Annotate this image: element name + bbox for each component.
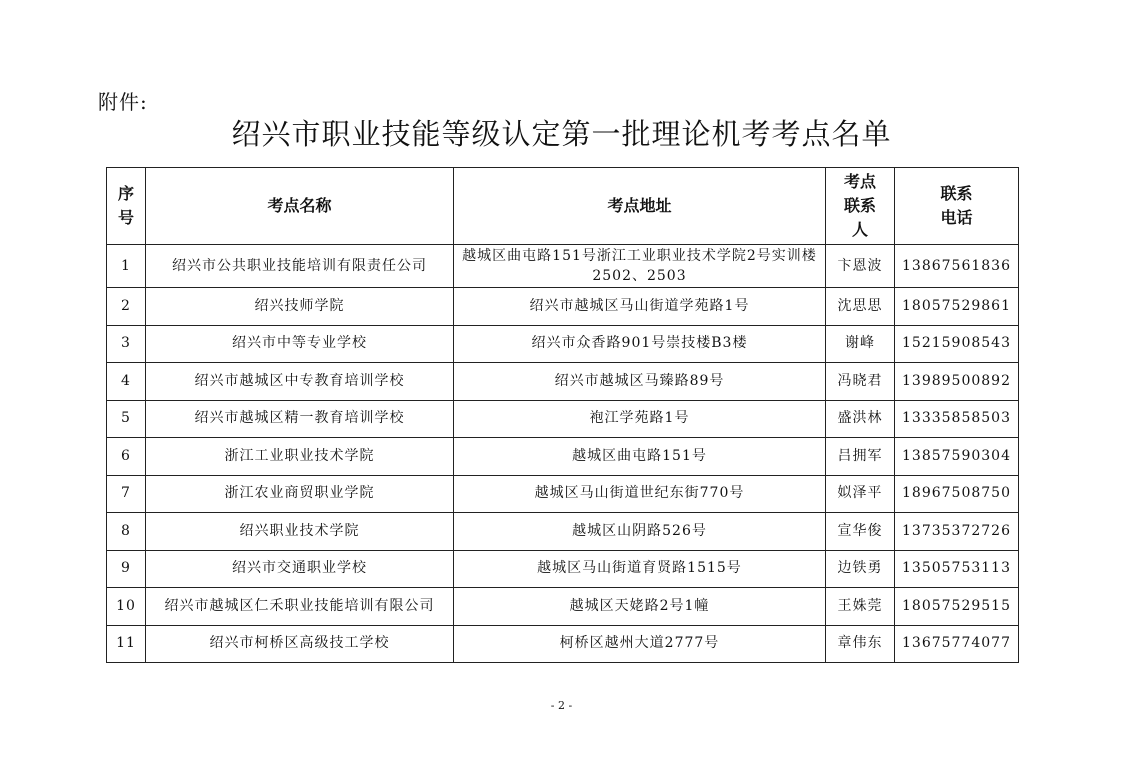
cell-phone: 13867561836 xyxy=(895,245,1019,288)
cell-address: 越城区曲屯路151号 xyxy=(454,438,826,476)
cell-phone: 13335858503 xyxy=(895,400,1019,438)
cell-contact: 吕拥军 xyxy=(826,438,895,476)
cell-index: 8 xyxy=(107,513,146,551)
table-header-row xyxy=(107,168,1019,245)
header-index xyxy=(107,168,146,245)
cell-address: 绍兴市越城区马山街道学苑路1号 xyxy=(454,288,826,326)
header-phone-text: 联系 电话 xyxy=(940,184,973,227)
header-address xyxy=(454,168,826,245)
table-row xyxy=(107,513,1019,551)
cell-address: 袍江学苑路1号 xyxy=(454,400,826,438)
cell-contact: 王姝莞 xyxy=(826,588,895,626)
table-row xyxy=(107,400,1019,438)
cell-address: 越城区马山街道育贤路1515号 xyxy=(454,550,826,588)
attachment-label: 附件: xyxy=(98,90,148,114)
cell-address: 越城区山阴路526号 xyxy=(454,513,826,551)
cell-name: 浙江工业职业技术学院 xyxy=(146,438,454,476)
cell-name: 浙江农业商贸职业学院 xyxy=(146,475,454,513)
cell-address: 越城区马山街道世纪东街770号 xyxy=(454,475,826,513)
cell-phone: 18057529515 xyxy=(895,588,1019,626)
cell-name: 绍兴市中等专业学校 xyxy=(146,325,454,363)
cell-name: 绍兴市越城区精一教育培训学校 xyxy=(146,400,454,438)
cell-contact: 边铁勇 xyxy=(826,550,895,588)
cell-name: 绍兴职业技术学院 xyxy=(146,513,454,551)
cell-index: 4 xyxy=(107,363,146,401)
header-name-text: 考点名称 xyxy=(267,196,332,215)
cell-name: 绍兴市越城区仁禾职业技能培训有限公司 xyxy=(146,588,454,626)
header-index-text: 序 号 xyxy=(117,184,134,227)
cell-index: 6 xyxy=(107,438,146,476)
table-row xyxy=(107,588,1019,626)
cell-contact: 冯晓君 xyxy=(826,363,895,401)
header-address-text: 考点地址 xyxy=(607,196,672,215)
cell-name: 绍兴市柯桥区高级技工学校 xyxy=(146,625,454,663)
cell-phone: 13989500892 xyxy=(895,363,1019,401)
cell-index: 7 xyxy=(107,475,146,513)
cell-contact: 姒泽平 xyxy=(826,475,895,513)
table-row xyxy=(107,438,1019,476)
cell-phone: 13505753113 xyxy=(895,550,1019,588)
cell-index: 5 xyxy=(107,400,146,438)
cell-address: 柯桥区越州大道2777号 xyxy=(454,625,826,663)
header-contact-text: 考点 联系 人 xyxy=(843,172,876,239)
header-phone xyxy=(895,168,1019,245)
cell-index: 3 xyxy=(107,325,146,363)
cell-phone: 18057529861 xyxy=(895,288,1019,326)
cell-address: 越城区天姥路2号1幢 xyxy=(454,588,826,626)
cell-contact: 卞恩波 xyxy=(826,245,895,288)
cell-phone: 15215908543 xyxy=(895,325,1019,363)
table-row xyxy=(107,363,1019,401)
table-row xyxy=(107,475,1019,513)
cell-name: 绍兴技师学院 xyxy=(146,288,454,326)
cell-name: 绍兴市越城区中专教育培训学校 xyxy=(146,363,454,401)
cell-contact: 章伟东 xyxy=(826,625,895,663)
cell-contact: 宣华俊 xyxy=(826,513,895,551)
cell-phone: 13675774077 xyxy=(895,625,1019,663)
cell-index: 9 xyxy=(107,550,146,588)
cell-contact: 沈思思 xyxy=(826,288,895,326)
cell-name: 绍兴市公共职业技能培训有限责任公司 xyxy=(146,245,454,288)
cell-index: 11 xyxy=(107,625,146,663)
cell-phone: 18967508750 xyxy=(895,475,1019,513)
exam-site-table xyxy=(106,167,1019,663)
cell-phone: 13857590304 xyxy=(895,438,1019,476)
cell-index: 1 xyxy=(107,245,146,288)
cell-phone: 13735372726 xyxy=(895,513,1019,551)
cell-contact: 盛洪林 xyxy=(826,400,895,438)
table-row xyxy=(107,625,1019,663)
page-number: - 2 - xyxy=(550,699,573,712)
cell-name: 绍兴市交通职业学校 xyxy=(146,550,454,588)
page-title: 绍兴市职业技能等级认定第一批理论机考考点名单 xyxy=(231,117,892,151)
header-name xyxy=(146,168,454,245)
cell-contact: 谢峰 xyxy=(826,325,895,363)
header-contact xyxy=(826,168,895,245)
cell-address: 越城区曲屯路151号浙江工业职业技术学院2号实训楼2502、2503 xyxy=(454,245,826,288)
table-row xyxy=(107,550,1019,588)
cell-address: 绍兴市越城区马臻路89号 xyxy=(454,363,826,401)
cell-index: 10 xyxy=(107,588,146,626)
table-row xyxy=(107,288,1019,326)
table-row xyxy=(107,245,1019,288)
cell-address: 绍兴市众香路901号崇技楼B3楼 xyxy=(454,325,826,363)
table-row xyxy=(107,325,1019,363)
cell-index: 2 xyxy=(107,288,146,326)
